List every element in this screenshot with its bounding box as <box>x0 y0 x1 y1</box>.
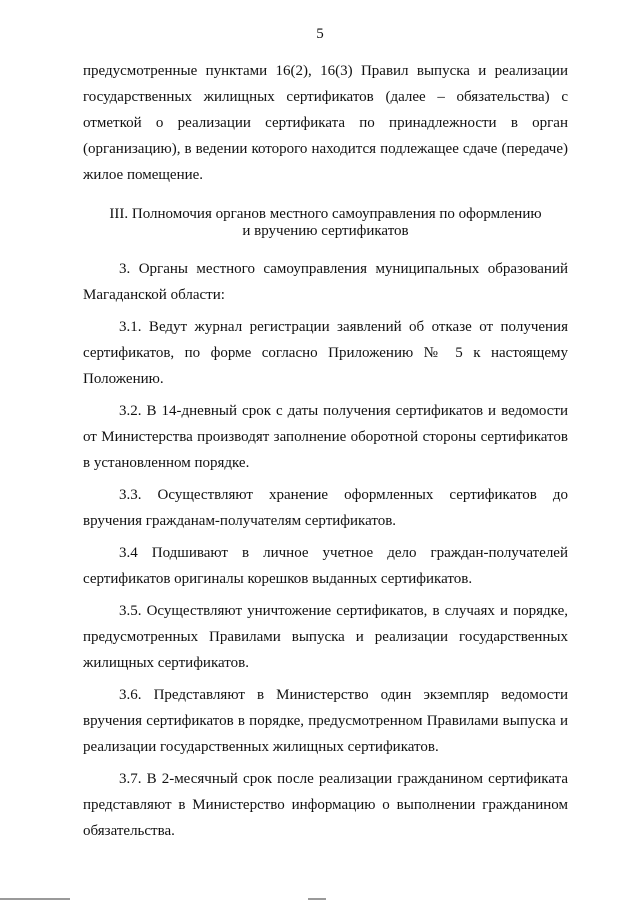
paragraph-3-7: 3.7. В 2-месячный срок после реализации гражданином сертификата представляют в Министерство информацию о выполнении гражданином обязательства. <box>83 771 568 839</box>
paragraph-3-4: 3.4 Подшивают в личное учетное дело граждан-получателей сертификатов оригиналы корешков выданных сертификатов. <box>83 545 568 587</box>
paragraph-3-2: 3.2. В 14-дневный срок с даты получения сертификатов и ведомости от Министерства производят заполнение оборотной стороны сертификатов в установленном порядке. <box>83 403 568 471</box>
section-heading <box>83 206 568 240</box>
paragraph-3: 3. Органы местного самоуправления муниципальных образований Магаданской области: <box>83 261 568 303</box>
paragraph-3-5: 3.5. Осуществляют уничтожение сертификатов, в случаях и порядке, предусмотренных Правилами выпуска и реализации государственных жилищных сертификатов. <box>83 603 568 671</box>
paragraph-3-1: 3.1. Ведут журнал регистрации заявлений об отказе от получения сертификатов, по форме согласно Приложению № 5 к настоящему Положению. <box>83 319 568 387</box>
scan-artifact-line-left <box>0 898 70 900</box>
scan-artifact-line-center <box>308 898 326 900</box>
intro-paragraph: предусмотренные пунктами 16(2), 16(3) Правил выпуска и реализации государственных жилищных сертификатов (далее – обязательства) с отметкой о реализации сертификата по принадлежности в орган (организацию), в ведении которого находится подлежащее сдаче (передаче) жилое помещение. <box>83 63 568 183</box>
paragraph-3-3: 3.3. Осуществляют хранение оформленных сертификатов до вручения гражданам-получателям сертификатов. <box>83 487 568 529</box>
section-heading-line-1: III. Полномочия органов местного самоуправления по оформлению <box>109 206 542 222</box>
page-number: 5 <box>316 26 324 42</box>
paragraph-3-6: 3.6. Представляют в Министерство один экземпляр ведомости вручения сертификатов в порядке, предусмотренном Правилами выпуска и реализации государственных жилищных сертификатов. <box>83 687 568 755</box>
document-body <box>83 58 568 844</box>
section-heading-line-2: и вручению сертификатов <box>242 223 409 239</box>
